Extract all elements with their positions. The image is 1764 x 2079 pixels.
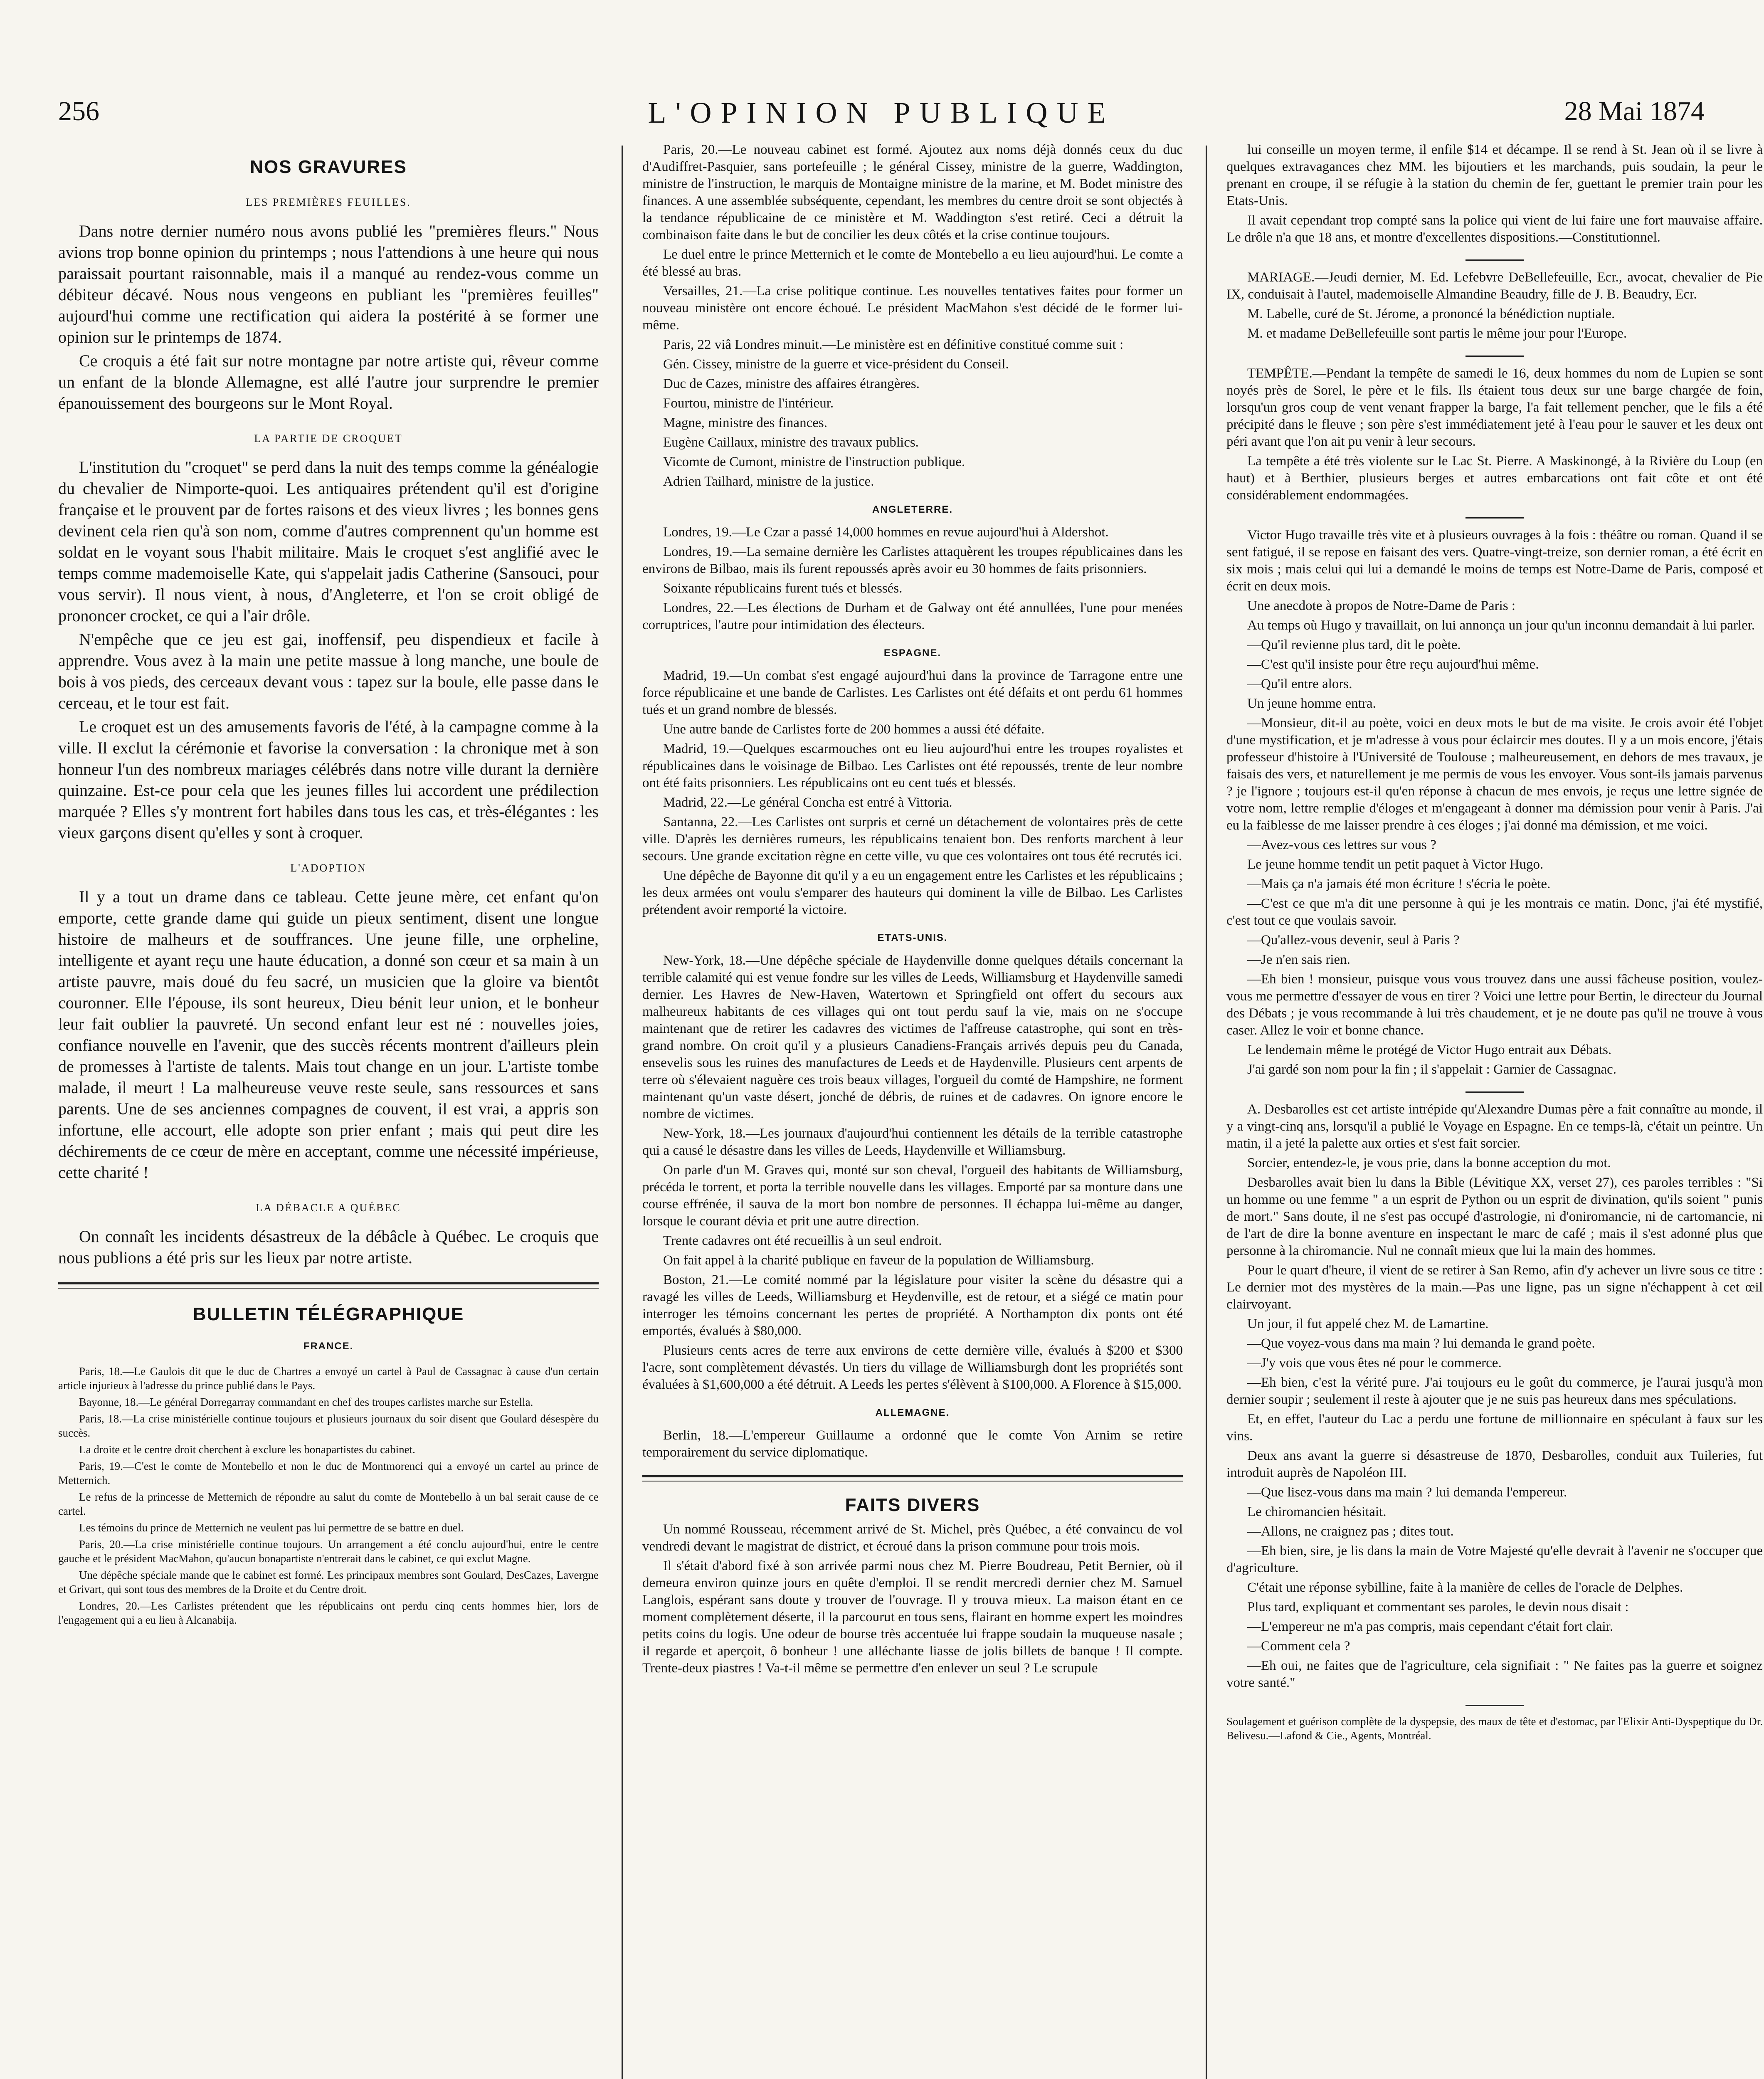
paragraph: Sorcier, entendez-le, je vous prie, dans la bonne acception du mot.: [1247, 1156, 1611, 1170]
paragraph: Le chiromancien hésitait.: [1247, 1504, 1387, 1519]
paragraph: —L'empereur ne m'a pas compris, mais cependant c'était fort clair.: [1247, 1619, 1614, 1634]
paragraph: Magne, ministre des finances.: [663, 415, 827, 430]
paragraph: Une dépêche de Bayonne dit qu'il y a eu un engagement entre les Carlistes et les républicains ; les deux armées ont voulu s'emparer des hauteurs qui dominent la ville de Bilbao. Les Carlistes prétendent avoir remporté la victoire.: [642, 868, 1183, 917]
paragraph: —Comment cela ?: [1247, 1639, 1350, 1654]
subsection-heading: LES PREMIÈRES FEUILLES.: [246, 196, 411, 208]
newspaper-title: L'OPINION PUBLIQUE: [648, 96, 1115, 129]
paragraph: Santanna, 22.—Les Carlistes ont surpris et cerné un détachement de volontaires près de cette ville. D'après les dernières rumeurs, les républicains tenaient bon. Des renforts marchent à leur secours. Une grande excitation règne en cette ville, vu que ces volontaires ont tous été recrutés ici.: [642, 815, 1183, 864]
paragraph: Dans notre dernier numéro nous avons publié les "premières fleurs." Nous avions trop bonne opinion du printemps ; nous l'attendions à une heure qui nous paraissait pourtant raisonnable, mais il a manqué au rendez-vous comme un débiteur décavé. Nous nous vengeons en publiant les "premières feuilles" aujourd'hui comme une rectification qui aidera la postérité à se former une opinion sur le printemps de 1874.: [58, 222, 599, 346]
paragraph: C'était une réponse sybilline, faite à la manière de celles de l'oracle de Delphes.: [1247, 1580, 1683, 1595]
item-separator: [1465, 356, 1524, 357]
paragraph: La tempête a été très violente sur le Lac St. Pierre. A Maskinongé, à la Rivière du Loup (en haut) et à Berthier, plusieurs berges et autres embarcations ont fait côte et ont été considérablement endommagées.: [1226, 454, 1763, 503]
paragraph: —Que lisez-vous dans ma main ? lui demanda l'empereur.: [1247, 1485, 1567, 1500]
faits-divers-continued: [1226, 141, 1763, 246]
paragraph: Versailles, 21.—La crise politique continue. Les nouvelles tentatives faites pour former un nouveau ministère ont encore échoué. Le président MacMahon s'est décidé de le former lui-même.: [642, 284, 1183, 333]
paragraph: Madrid, 19.—Quelques escarmouches ont eu lieu aujourd'hui entre les troupes royalistes et républicaines dans le voisinage de Bilbao. Les Carlistes ont été repoussés, trente de leur nombre ont été faits prisonniers. Les républicains ont eu cent tués et blessés.: [642, 741, 1183, 790]
paragraph: Desbarolles avait bien lu dans la Bible (Lévitique XX, verset 27), ces paroles terribles : "Si un homme ou une femme " a un esprit de Python ou un esprit de divination, qu'ils soient " punis de mort." Sans doute, il ne s'est pas occupé d'astrologie, ni d'oniromancie, ni de cartomancie, ni de l'art de dire la bonne aventure en inspectant le marc de café ; mais il s'est adonné plus que personne à la chiromancie. Nul ne connaît mieux que lui la main des hommes.: [1226, 1175, 1763, 1258]
paragraph: Paris, 18.—La crise ministérielle continue toujours et plusieurs journaux du soir disent que Goulard désespère du succès.: [58, 1412, 599, 1439]
paragraph: Paris, 22 viâ Londres minuit.—Le ministère est en définitive constitué comme suit :: [663, 337, 1124, 352]
paragraph: Le croquet est un des amusements favoris de l'été, à la campagne comme à la ville. Il exclut la cérémonie et favorise la conversation : la chronique met à son honneur l'un des nombreux mariages célébrés dans notre ville durant la dernière quinzaine. Est-ce pour cela que les jeunes filles lui accordent une prédilection marquée ? Elles s'y montrent fort habiles dans tous les cas, et très-élégantes : les vieux garçons disent qu'elles y sont à croquer.: [58, 717, 599, 842]
advertisement: Soulagement et guérison complète de la dyspepsie, des maux de tête et d'estomac, par l'Elixir Anti-Dyspeptique du Dr. Belivesu.—Lafond & Cie., Agents, Montréal.: [1226, 1715, 1763, 1742]
paragraph: Le duel entre le prince Metternich et le comte de Montebello a eu lieu aujourd'hui. Le comte a été blessé au bras.: [642, 247, 1183, 279]
paragraph: —Qu'allez-vous devenir, seul à Paris ?: [1247, 933, 1460, 948]
desbarolles-story: [1226, 1101, 1763, 1691]
france-dispatches-continued: [642, 141, 1183, 490]
paragraph: Madrid, 22.—Le général Concha est entré à Vittoria.: [663, 795, 952, 810]
paragraph: —Mais ça n'a jamais été mon écriture ! s'écria le poète.: [1247, 877, 1551, 891]
page-number: 256: [58, 96, 99, 126]
paragraph: On parle d'un M. Graves qui, monté sur son cheval, l'orgueil des habitants de Williamsburg, précéda le torrent, et porta la terrible nouvelle dans les villages. Emporté par sa monture dans une course effrénée, il sauva de la mort bon nombre de personnes. Il échappa lui-même au danger, lorsque le courant dévia et prit une autre direction.: [642, 1163, 1183, 1229]
paragraph: Gén. Cissey, ministre de la guerre et vice-président du Conseil.: [663, 357, 1009, 372]
paragraph: Il s'était d'abord fixé à son arrivée parmi nous chez M. Pierre Boudreau, Petit Bernier, où il demeura environ quinze jours en quête d'emploi. Il se rendit mercredi dernier chez M. Samuel Langlois, espérant sans doute y trouver de l'ouvrage. Il y trouva mieux. La maison étant en ce moment complètement déserte, il la parcourut en tous sens, flairant en homme expert les moindres petits coins du logis. Une odeur de bourse très accentuée lui frappe soudain la muqueuse nasale ; il regarde et aperçoit, ô bonheur ! une alléchante liasse de jolis billets de banque ! Il compte. Trente-deux piastres ! Va-t-il même se permettre d'en enlever un seul ? Le scrupule: [642, 1558, 1183, 1676]
section-title: BULLETIN TÉLÉGRAPHIQUE: [192, 1304, 464, 1324]
country-heading: ALLEMAGNE.: [875, 1407, 950, 1418]
marriage-notice: [1226, 269, 1763, 342]
paragraph: Un jour, il fut appelé chez M. de Lamartine.: [1247, 1316, 1489, 1331]
item-separator: [1465, 517, 1524, 519]
storm-notice: [1226, 365, 1763, 504]
paragraph: —J'y vois que vous êtes né pour le commerce.: [1247, 1356, 1502, 1370]
item-separator: [1465, 1091, 1524, 1093]
paragraph: Deux ans avant la guerre si désastreuse de 1870, Desbarolles, conduit aux Tuileries, fut introduit auprès de Napoléon III.: [1226, 1448, 1763, 1480]
paragraph: —Monsieur, dit-il au poète, voici en deux mots le but de ma visite. Je crois avoir été l'objet d'une mystification, et je m'adresse à vous pour éclaircir mes doutes. Il y a un mois encore, j'étais professeur d'histoire à l'Université de Toulouse ; malheureusement, en dehors de mes travaux, je faisais des vers, et naturellement je me permis de vous les envoyer. Vous sont-ils jamais parvenus ? je l'ignore ; toujours est-il qu'en réponse à chacun de mes envois, je reçus une lettre signée de votre nom, lettre remplie d'éloges et m'engageant à donner ma démission pour venir à Paris. J'ai eu la faiblesse de me laisser prendre à ces éloges ; j'ai donné ma démission, et me voici.: [1226, 716, 1763, 833]
paragraph: Duc de Cazes, ministre des affaires étrangères.: [663, 376, 920, 391]
faits-divers: [642, 1521, 1183, 1677]
section-title: NOS GRAVURES: [250, 157, 407, 177]
paragraph: Londres, 19.—La semaine dernière les Carlistes attaquèrent les troupes républicaines dans les environs de Bilbao, mais ils furent repoussés après avoir eu 30 hommes de faits prisonniers.: [642, 544, 1183, 576]
country-heading: ETATS-UNIS.: [877, 932, 948, 943]
paragraph: Un nommé Rousseau, récemment arrivé de St. Michel, près Québec, a été convaincu de vol vendredi devant le magistrat de district, et écroué dans la prison commune pour trois mois.: [642, 1522, 1183, 1554]
paragraph: New-York, 18.—Les journaux d'aujourd'hui contiennent les détails de la terrible catastrophe qui a causé le désastre dans les villes de Leeds, Haydenville et Williamsburg.: [642, 1126, 1183, 1158]
paragraph: Plusieurs cents acres de terre aux environs de cette dernière ville, évalués à $200 et $300 l'acre, sont complètement dévastés. Un tiers du village de Williamsburgh dont les propriétés sont évaluées à $1,600,000 a été détruit. A Leeds les pertes s'élèvent à $100,000. A Florence à $15,000.: [642, 1343, 1183, 1392]
france-dispatches: [58, 1364, 599, 1627]
paragraph: Les témoins du prince de Metternich ne veulent pas lui permettre de se battre en duel.: [79, 1521, 464, 1534]
paragraph: —Eh oui, ne faites que de l'agriculture, cela signifiait : " Ne faites pas la guerre et soignez votre santé.": [1226, 1658, 1763, 1690]
country-heading: ANGLETERRE.: [872, 504, 953, 515]
paragraph: Le jeune homme tendit un petit paquet à Victor Hugo.: [1247, 857, 1544, 872]
paragraph: Et, en effet, l'auteur du Lac a perdu une fortune de millionnaire en spéculant à faux sur les vins.: [1226, 1412, 1763, 1444]
paragraph: —Je n'en sais rien.: [1247, 952, 1350, 967]
paragraph: Ce croquis a été fait sur notre montagne par notre artiste qui, rêveur comme un enfant de la blonde Allemagne, est allé l'autre jour surprendre le premier épanouissement des bourgeons sur le Mont Royal.: [58, 351, 599, 412]
paragraph: —Eh bien ! monsieur, puisque vous vous trouvez dans une aussi fâcheuse position, voulez-vous me permettre d'essayer de vous en tirer ? Voici une lettre pour Bertin, le directeur du Journal des Débats ; je vous recommande à lui très chaudement, et je ne doute pas qu'il ne trouve à vous caser. Allez le voir et bonne chance.: [1226, 972, 1763, 1038]
paragraph: Fourtou, ministre de l'intérieur.: [663, 396, 834, 411]
paragraph: Victor Hugo travaille très vite et à plusieurs ouvrages à la fois : théâtre ou roman. Quand il se sent fatigué, il se repose en faisant des vers. Quatre-vingt-treize, son dernier roman, a été écrit en six mois ; mais celui qui lui a demandé le moins de temps est Notre-Dame de Paris, composé et écrit en deux mois.: [1226, 528, 1763, 594]
paragraph: Plus tard, expliquant et commentant ses paroles, le devin nous disait :: [1247, 1600, 1629, 1615]
paragraph: Paris, 18.—Le Gaulois dit que le duc de Chartres a envoyé un cartel à Paul de Cassagnac à cause d'un certain article injurieux à l'adresse du prince publié dans le Pays.: [58, 1365, 599, 1392]
paragraph: Eugène Caillaux, ministre des travaux publics.: [663, 435, 919, 450]
item-separator: [1465, 1705, 1524, 1706]
paragraph: Boston, 21.—Le comité nommé par la législature pour visiter la scène du désastre qui a ravagé les villes de Leeds, Williamsburg et Heydenville, est de retour, et a siégé ce matin pour interroger les témoins concernant les pertes de propriété. A Northampton dix ponts ont été emportés, évalués à $80,000.: [642, 1272, 1183, 1338]
paragraph: M. Labelle, curé de St. Jérome, a prononcé la bénédiction nuptiale.: [1247, 306, 1615, 321]
paragraph: On connaît les incidents désastreux de la débâcle à Québec. Le croquis que nous publions a été pris sur les lieux par notre artiste.: [58, 1227, 599, 1267]
column-1: [58, 141, 599, 2079]
paragraph: Londres, 19.—Le Czar a passé 14,000 hommes en revue aujourd'hui à Aldershot.: [663, 525, 1109, 540]
paragraph: Une autre bande de Carlistes forte de 200 hommes a aussi été défaite.: [663, 722, 1045, 737]
paragraph: Vicomte de Cumont, ministre de l'instruction publique.: [663, 454, 965, 469]
germany-dispatches: [642, 1427, 1183, 1461]
paragraph: —Eh bien, c'est la vérité pure. J'ai toujours eu le goût du commerce, je l'aurai jusqu'à mon dernier soupir ; seulement il reste à ajouter que je ne suis pas heureux dans mes spéculations.: [1226, 1375, 1763, 1407]
spain-dispatches: [642, 667, 1183, 919]
issue-date: 28 Mai 1874: [1564, 96, 1705, 126]
paragraph: Il avait cependant trop compté sans la police qui vient de lui faire une fort mauvaise affaire. Le drôle n'a que 18 ans, et montre d'excellentes dispositions.—Constitutionnel.: [1226, 213, 1763, 245]
paragraph: Londres, 22.—Les élections de Durham et de Galway ont été annullées, l'une pour menées corruptrices, l'autre pour intimidation des électeurs.: [642, 600, 1183, 632]
paragraph: Une dépêche spéciale mande que le cabinet est formé. Les principaux membres sont Goulard, DesCazes, Lavergne et Grivart, qui sont tous des membres de la Droite et du Centre droit.: [58, 1569, 599, 1595]
paragraph: On fait appel à la charité publique en faveur de la population de Williamsburg.: [663, 1253, 1094, 1268]
section-title: FAITS DIVERS: [845, 1495, 980, 1515]
paragraph: —Que voyez-vous dans ma main ? lui demanda le grand poète.: [1247, 1336, 1595, 1351]
column-rule: [1206, 146, 1207, 2079]
section-rule: [58, 1282, 599, 1284]
paragraph: TEMPÊTE.—Pendant la tempête de samedi le 16, deux hommes du nom de Lupien se sont noyés près de Sorel, le père et le fils. Ils étaient tous deux sur une barge chargée de foin, lorsqu'un gros coup de vent venant frapper la barge, l'a fait tellement pencher, que le fils a été précipité dans le fleuve ; son père s'est immédiatement jeté à l'eau pour le sauver et les deux ont péri avant que l'on ait pu venir à leur secours.: [1226, 366, 1763, 449]
country-heading: FRANCE.: [303, 1341, 354, 1352]
paragraph: Madrid, 19.—Un combat s'est engagé aujourd'hui dans la province de Tarragone entre une force républicaine et une bande de Carlistes. Les Carlistes ont été défaits et ont perdu 61 hommes tués et un grand nombre de blessés.: [642, 668, 1183, 717]
section-rule: [58, 1288, 599, 1289]
paragraph: Il y a tout un drame dans ce tableau. Cette jeune mère, cet enfant qu'on emporte, cette grande dame qui guide un pieux sentiment, disent une longue histoire de malheurs et de souffrances. Une jeune fille, une orpheline, intelligente et ayant reçu une haute éducation, a donné son cœur et sa main à un artiste pauvre, mais doué du feu sacré, un musicien que la gloire va bientôt couronner. Elle l'épouse, ils sont heureux, Dieu bénit leur union, et le bonheur leur fait oublier la pauvreté. Un second enfant leur est né : nouvelles joies, confiance nouvelle en l'avenir, que des succès récents montrent d'ailleurs plein de promesses à l'artiste de talents. Mais tout change en un jour. L'artiste tombe malade, il meurt ! La malheureuse veuve reste seule, sans ressources et sans parents. Une de ses anciennes compagnes de couvent, il est vrai, a appris son infortune, elle accourt, elle adopte son prier enfant ; mais qui peut dire les déchirements de ce cœur de mère en acceptant, comme une nécessité impérieuse, cette charité !: [58, 887, 599, 1182]
country-heading: ESPAGNE.: [883, 647, 942, 659]
paragraph: —C'est ce que m'a dit une personne à qui je les montrais ce matin. Donc, j'ai été mystifié, c'est tout ce que voulais savoir.: [1226, 896, 1763, 928]
paragraph: —C'est qu'il insiste pour être reçu aujourd'hui même.: [1247, 657, 1539, 672]
paragraph: M. et madame DeBellefeuille sont partis le même jour pour l'Europe.: [1247, 326, 1627, 341]
paragraph: —Qu'il entre alors.: [1247, 677, 1352, 691]
subsection-heading: LA PARTIE DE CROQUET: [254, 432, 403, 444]
masthead: [58, 96, 1705, 141]
victor-hugo-anecdote: [1226, 527, 1763, 1078]
paragraph: N'empêche que ce jeu est gai, inoffensif, peu dispendieux et facile à apprendre. Vous avez à la main une petite massue à long manche, une boule de bois à vos pieds, des cerceaux devant vous : tapez sur la boule, elle passe dans le cerceau, et le tour est fait.: [58, 630, 599, 712]
paragraph: Paris, 19.—C'est le comte de Montebello et non le duc de Montmorenci qui a envoyé un cartel au prince de Metternich.: [58, 1460, 599, 1486]
us-dispatches: [642, 952, 1183, 1393]
paragraph: MARIAGE.—Jeudi dernier, M. Ed. Lefebvre DeBellefeuille, Ecr., avocat, chevalier de Pie IX, conduisait à l'autel, mademoiselle Almandine Beaudry, fille de J. B. Beaudry, Ecr.: [1226, 270, 1763, 302]
paragraph: Au temps où Hugo y travaillait, on lui annonça un jour qu'un inconnu demandait à lui parler.: [1247, 618, 1755, 633]
paragraph: Pour le quart d'heure, il vient de se retirer à San Remo, afin d'y achever un livre sous ce titre : Le dernier mot des mystères de la main.—Pas une ligne, pas un signe n'échappent à cet œil clairvoyant.: [1226, 1263, 1763, 1312]
paragraph: J'ai gardé son nom pour la fin ; il s'appelait : Garnier de Cassagnac.: [1247, 1062, 1616, 1077]
paragraph: Londres, 20.—Les Carlistes prétendent que les républicains ont perdu cinq cents hommes hier, lors de l'engagement qui a eu lieu à Alcanabija.: [58, 1600, 599, 1626]
paragraph: Un jeune homme entra.: [1247, 696, 1376, 711]
paragraph: Trente cadavres ont été recueillis à un seul endroit.: [663, 1233, 942, 1248]
paragraph: Paris, 20.—Le nouveau cabinet est formé. Ajoutez aux noms déjà donnés ceux du duc d'Audiffret-Pasquier, sans portefeuille ; le général Cissey, ministre de la guerre, Waddington, ministre de l'instruction, le marquis de Montaigne ministre de la marine, et M. Bodet ministre des finances. A une assemblée subséquente, cependant, les membres du centre droit se sont objectés à la tendance républicaine de ce ministère et M. Waddington s'est retiré. Ceci a détruit la combinaison faite dans le but de concilier les deux côtés et la crise continue toujours.: [642, 142, 1183, 242]
paragraph: A. Desbarolles est cet artiste intrépide qu'Alexandre Dumas père a fait connaître au monde, il y a vingt-cinq ans, lorsqu'il a publié le Voyage en Espagne. En ce temps-là, c'était un peintre. Un matin, il a jeté la palette aux orties et s'est fait sorcier.: [1226, 1102, 1763, 1151]
column-2: [642, 141, 1183, 2079]
paragraph: —Qu'il revienne plus tard, dit le poète.: [1247, 637, 1461, 652]
paragraph: —Eh bien, sire, je lis dans la main de Votre Majesté qu'elle devrait à l'avenir ne s'occuper que d'agriculture.: [1226, 1543, 1763, 1575]
subsection-heading: LA DÉBACLE A QUÉBEC: [256, 1202, 401, 1214]
paragraph: L'institution du "croquet" se perd dans la nuit des temps comme la généalogie du chevalier de Nimporte-quoi. Les antiquaires prétendent qu'il est d'origine française et le prouvent par de fortes raisons et des vieux livres ; les bonnes gens devinent cela rien qu'à son nom, comme d'autres comprennent qu'un homme est soldat en le voyant sous l'habit militaire. Mais le croquet s'est anglifié avec le temps comme mademoiselle Kate, qui s'appelait jadis Catherine (Sansouci, pour vous servir). Il nous vient, à nous, d'Angleterre, et l'on se croit obligé de prononcer crocket, ce qui a l'air drôle.: [58, 458, 599, 625]
paragraph: —Avez-vous ces lettres sur vous ?: [1247, 837, 1436, 852]
paragraph: La droite et le centre droit cherchent à exclure les bonapartistes du cabinet.: [79, 1443, 415, 1456]
section-rule: [642, 1475, 1183, 1477]
paragraph: —Allons, ne craignez pas ; dites tout.: [1247, 1524, 1454, 1539]
paragraph: lui conseille un moyen terme, il enfile $14 et décampe. Il se rend à St. Jean où il se livre à quelques extravagances chez MM. les bijoutiers et les marchands, puis soudain, la peur le prenant en croupe, il se réfugie à la station du chemin de fer, guettant le premier train pour les Etats-Unis.: [1226, 142, 1763, 208]
paragraph: Paris, 20.—La crise ministérielle continue toujours. Un arrangement a été conclu aujourd'hui, entre le centre gauche et le président MacMahon, qu'aucun bonapartiste n'entrerait dans le cabinet, ce qui exclut Magne.: [58, 1538, 599, 1565]
paragraph: New-York, 18.—Une dépêche spéciale de Haydenville donne quelques détails concernant la terrible calamité qui est venue fondre sur les villes de Leeds, Williamsburg et Haydenville samedi dernier. Les Havres de New-Haven, Watertown et Springfield ont offert du secours aux malheureux habitants de ces villages qui ont tout perdu sauf la vie, mais on ne s'occupe maintenant que de retirer les cadavres des victimes de l'affreuse catastrophe, qui sont en très-grand nombre. On croit qu'il y a plusieurs Canadiens-Français arrivés depuis peu du Canada, ensevelis sous les ruines des manufactures de Leeds et de Haydenville. Plusieurs cent arpents de terre où s'élevaient naguère ces trois beaux villages, l'orgueil du comté de Hampshire, ne forment maintenant qu'un vaste désert, jonché de débris, de ruines et de cadavres. On ignore encore le nombre de victimes.: [642, 953, 1183, 1121]
column-3: [1226, 141, 1763, 2079]
column-rule: [622, 146, 623, 2079]
item-separator: [1465, 259, 1524, 261]
paragraph: Soixante républicains furent tués et blessés.: [663, 581, 903, 596]
england-dispatches: [642, 524, 1183, 634]
paragraph: Bayonne, 18.—Le général Dorregarray commandant en chef des troupes carlistes marche sur Estella.: [79, 1396, 533, 1408]
paragraph: Berlin, 18.—L'empereur Guillaume a ordonné que le comte Von Arnim se retire temporairement du service diplomatique.: [642, 1428, 1183, 1460]
paragraph: Le refus de la princesse de Metternich de répondre au salut du comte de Montebello à un bal serait cause de ce cartel.: [58, 1491, 599, 1517]
paragraph: Une anecdote à propos de Notre-Dame de Paris :: [1247, 598, 1516, 613]
paragraph: Le lendemain même le protégé de Victor Hugo entrait aux Débats.: [1247, 1042, 1612, 1057]
subsection-heading: L'ADOPTION: [290, 862, 367, 874]
paragraph: Adrien Tailhard, ministre de la justice.: [663, 474, 874, 489]
